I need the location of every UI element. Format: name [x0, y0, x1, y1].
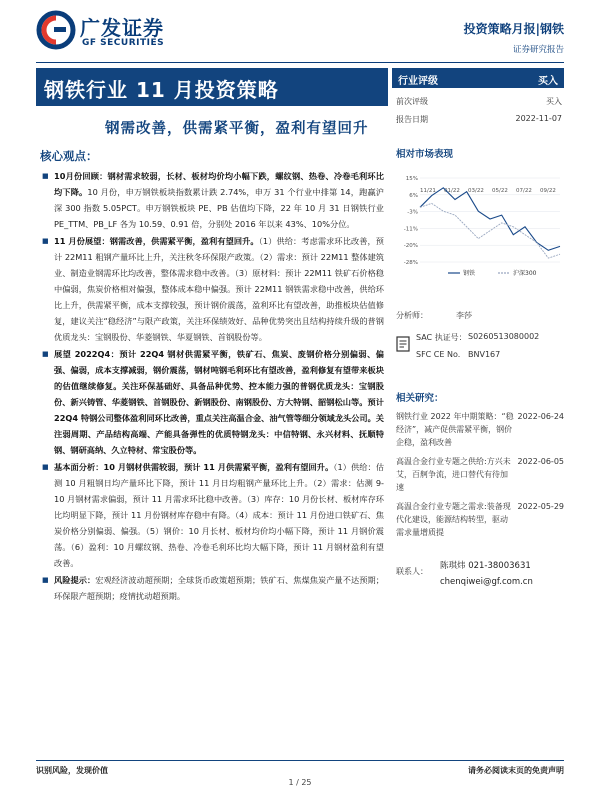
para-outlook	[40, 233, 384, 345]
core-points	[40, 168, 384, 605]
related-research-list	[396, 410, 564, 543]
contact-label: 联系人：	[396, 567, 428, 576]
related-item-date: 2022-06-05	[517, 457, 564, 466]
related-item[interactable]	[396, 410, 564, 449]
relative-performance-chart	[396, 172, 564, 280]
para-review-bold: 10月份回顾：钢材需求较弱，长材、板材均价均小幅下跌，螺纹钢、热卷、冷卷毛利环比均下降。	[54, 171, 384, 197]
related-item[interactable]	[396, 455, 564, 494]
chart-y-tick-label: -11%	[403, 226, 418, 233]
page-number: 1 / 25	[288, 778, 312, 787]
rating-header	[392, 68, 564, 88]
prev-rating-label: 前次评级	[396, 97, 428, 106]
gf-logo	[36, 10, 196, 54]
chart-x-tick-label: 11/21	[420, 188, 436, 194]
para-outlook-bold: 11 月份展望：钢需改善，供需紧平衡，盈利有望回升。	[54, 236, 259, 246]
para-risk	[40, 572, 384, 604]
chart-series-line-steel	[420, 188, 560, 251]
chart-x-tick-label: 09/22	[540, 188, 556, 194]
para-fundamentals-text: （1）供给：估测 10 月粗钢日均产量环比下降，预计 11 月日均粗钢产量环比上升。（2）需求：估测 9-10 月钢材需求偏弱，预计 11 月需求环比稳中改善。（3）库存：10 月份长材、板材库存环比均明显下降，预计 11 月份钢材库存稳中有降。（4）成本：预计 11 月份进口铁矿石、焦炭价格分别偏弱、偏强。（5）钢价：10 月长材、板材均价均小幅下降，预计 11 月钢价震荡。（6）盈利：10 月螺纹钢、热卷、冷卷毛利环比均大幅下降，预计 11 月钢材盈利有望改善。	[54, 462, 385, 568]
chart-y-tick-label: 15%	[405, 176, 418, 182]
chart-y-tick-label: -20%	[403, 243, 418, 250]
related-heading: 相关研究：	[396, 393, 444, 404]
chart-legend-label: 钢铁	[463, 270, 476, 277]
contact-email[interactable]: chenqiwei@gf.com.cn	[440, 577, 533, 587]
related-item[interactable]	[396, 500, 564, 539]
footer-disclaimer: 请务必阅读末页的免责声明	[468, 766, 564, 775]
chart-y-tick-label: -28%	[403, 260, 418, 266]
header-divider	[36, 62, 564, 63]
chart-x-tick-label: 07/22	[516, 188, 532, 194]
para-outlook-text: （1）供给：考虑需求环比改善，预计 22M11 粗钢产量环比上升，关注秋冬环保限产政策。（2）需求：预计 22M11 整体建筑业、制造业钢需环比均改善，整体需求稳中改善。（3）原材料：预计 22M11 铁矿石价格稳中偏弱，焦炭价格相对偏强，整体成本稳中偏强。预计 22M11 钢铁需求稳中改善，供给环比上升，供需紧平衡，成本支撑较强，预计钢价震荡，盈利环比有望改善，助推板块估值修复，建议关注“稳经济”与限产政策，关注环保绩效好、品种优势突出且结构持续升级的普钢优质龙头：宝钢股份、华菱钢铁、华夏钢铁、首钢股份等。	[54, 236, 384, 342]
para-fundamentals	[40, 459, 384, 571]
core-heading: 核心观点：	[40, 149, 98, 163]
para-q4	[40, 346, 384, 458]
para-risk-text: 宏观经济波动超预期；全球货币政策超预期；铁矿石、焦煤焦炭产量不达预期；环保限产超预期；疫情扰动超预期。	[54, 575, 384, 601]
rating-value: 买入	[538, 76, 558, 87]
chart-x-tick-label: 01/22	[444, 188, 460, 194]
analyst-label: 分析师：	[396, 311, 428, 320]
related-item-date: 2022-06-24	[517, 412, 564, 421]
analyst-info	[396, 310, 564, 364]
report-title: 钢铁行业 11 月投资策略	[44, 78, 279, 102]
para-risk-bold: 风险提示：	[54, 575, 96, 585]
report-date-row	[396, 114, 562, 125]
contact-info	[440, 558, 533, 590]
para-q4-bold: 展望 2022Q4：预计 22Q4 钢材供需紧平衡，铁矿石、焦炭、废钢价格分别偏弱、偏强、偏弱，成本支撑减弱，钢价震荡，钢材吨钢毛利环比有望改善，盈利修复有望带来板块的估值继续修复。关注环保基础好、具备品种优势、控本能力强的普钢优质龙头：宝钢股份、新兴铸管、华菱钢铁、首钢股份、新钢股份、南钢股份、方大特钢、韶钢松山等。预计 22Q4 特钢公司整体盈利同环比改善，重点关注高温合金、油气管等细分领域龙头公司。关注弱周期、产品结构高端、产能具备弹性的优质特钢龙头：中信特钢、永兴材料、抚顺特钢、钢研高纳、久立特材、常宝股份等。	[54, 349, 384, 455]
prev-rating-row	[396, 96, 562, 107]
report-subtitle: 钢需改善，供需紧平衡，盈利有望回升	[105, 121, 369, 137]
brand-en: GF SECURITIES	[82, 38, 165, 48]
chart-y-tick-label: -3%	[407, 209, 418, 216]
report-date-label: 报告日期	[396, 115, 428, 124]
brand-cn: 广发证券	[80, 16, 164, 40]
report-date-value: 2022-11-07	[515, 114, 562, 123]
sac-label: SAC 执证号：	[416, 333, 467, 342]
contact-name-phone: 陈琪炜 021-38003631	[440, 561, 531, 571]
para-review	[40, 168, 384, 232]
chart-heading: 相对市场表现	[396, 149, 454, 160]
related-item-title: 钢铁行业 2022 年中期策略：“稳经济”，减产促供需紧平衡，钢价企稳，盈利改善	[396, 412, 514, 447]
related-item-title: 高温合金行业专题之供给:方兴未艾，百舸争流，进口替代有待加速	[396, 457, 511, 492]
sac-number: S0260513080002	[468, 332, 540, 341]
chart-y-tick-label: 6%	[409, 192, 418, 199]
sfc-number: BNV167	[468, 350, 501, 359]
para-fundamentals-bold: 基本面分析：10 月钢材供需较弱，预计 11 月供需紧平衡，盈利有望回升。	[54, 462, 334, 472]
para-review-text: 10 月份，申万钢铁板块指数累计跌 2.74%，申万 31 个行业中排第 14，跑赢沪深 300 指数 5.05PCT。申万钢铁板块 PE、PB 估值均下降，22 年 10 月 31 日钢铁行业 PE_TTM、PB_LF 各为 10.59、0.91 倍，分别处 2016 年以来 43%、10%分位。	[54, 187, 384, 229]
prev-rating-value: 买入	[546, 97, 562, 106]
rating-label: 行业评级	[398, 76, 438, 87]
sfc-label: SFC CE No.	[416, 350, 461, 359]
related-item-title: 高温合金行业专题之需求:装备现代化建设，能源结构转型，驱动需求量增质提	[396, 502, 511, 537]
chart-legend-label: 沪深300	[513, 270, 537, 277]
chart-x-tick-label: 05/22	[492, 188, 508, 194]
title-banner	[36, 68, 388, 106]
related-item-date: 2022-05-29	[517, 502, 564, 511]
analyst-name: 李莎	[456, 311, 472, 320]
gf-logo-icon	[36, 10, 76, 50]
footer-divider	[36, 760, 564, 761]
report-type: 投资策略月报|钢铁	[463, 22, 564, 36]
report-header	[0, 0, 600, 62]
certificate-icon	[396, 336, 410, 352]
report-category: 证券研究报告	[512, 45, 564, 55]
chart-x-tick-label: 03/22	[468, 188, 484, 194]
footer-slogan: 识别风险，发现价值	[36, 766, 108, 775]
